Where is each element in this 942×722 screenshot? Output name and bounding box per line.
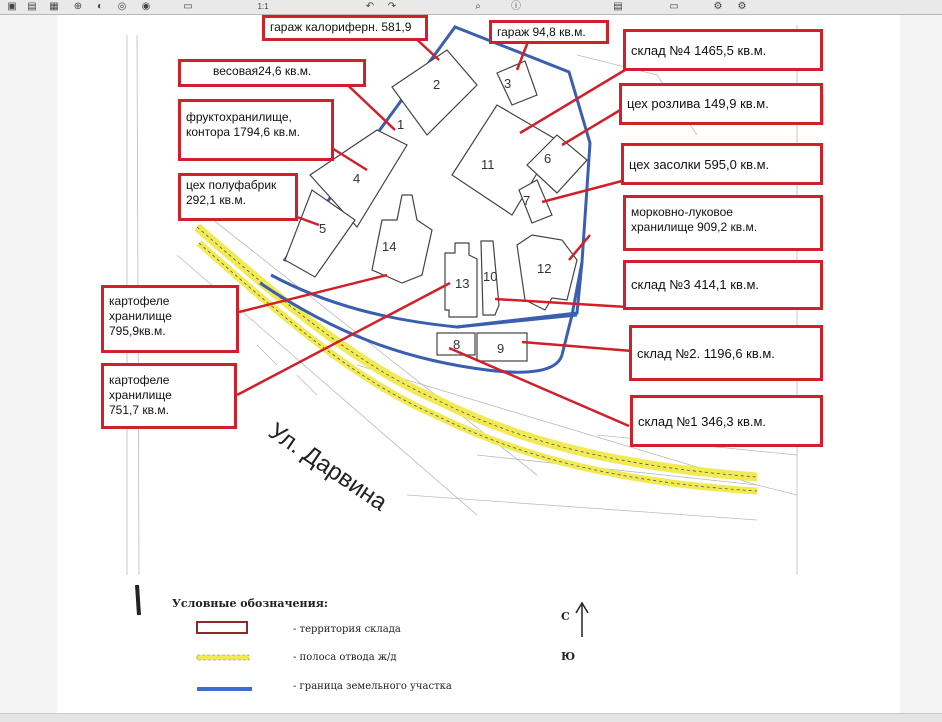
label-bottling-shop: цех розлива 149,9 кв.м.: [619, 83, 823, 125]
settings-icon[interactable]: ⚙: [713, 1, 723, 12]
label-garage: гараж 94,8 кв.м.: [489, 20, 609, 44]
find-icon[interactable]: ⌕: [475, 1, 481, 12]
legend-swatch-territory: [197, 622, 247, 633]
legend-item-boundary: - граница земельного участка: [293, 681, 452, 692]
building-number-6: 6: [544, 151, 552, 166]
buildings: [285, 50, 587, 361]
label-salting-shop: цех засолки 595,0 кв.м.: [621, 143, 823, 185]
legend-item-territory: - территория склада: [293, 624, 401, 635]
legend-swatch-railway: [197, 655, 249, 660]
label-warehouse-4: склад №4 1465,5 кв.м.: [623, 29, 823, 71]
building-number-1: 1: [397, 117, 405, 132]
building-number-5: 5: [319, 221, 327, 236]
building-2: [392, 50, 477, 135]
label-semi-products: цех полуфабрик 292,1 кв.м.: [178, 173, 298, 221]
rotate-icon[interactable]: ▭: [183, 1, 193, 12]
info-icon[interactable]: ⓘ: [511, 1, 521, 12]
fit-page-icon[interactable]: ◎: [117, 1, 127, 12]
label-warehouse-3: склад №3 414,1 кв.м.: [623, 260, 823, 310]
right-scrollbar-area[interactable]: [900, 15, 942, 715]
save-icon[interactable]: ▣: [7, 1, 17, 12]
building-number-8: 8: [453, 337, 461, 352]
actual-size-icon[interactable]: ◉: [141, 1, 151, 12]
label-potato-storage-1: картофеле хранилище 795,9кв.м.: [101, 285, 239, 353]
legend-swatches: [197, 622, 252, 689]
building-number-7: 7: [523, 193, 531, 208]
building-number-13: 13: [455, 276, 470, 291]
undo-icon[interactable]: ↶: [365, 1, 375, 12]
label-scale-house: весовая24,6 кв.м.: [178, 59, 366, 87]
south-label: Ю: [561, 650, 576, 663]
label-garage-heater: гараж калориферн. 581,9: [262, 15, 428, 41]
legend-title: Условные обозначения:: [172, 597, 328, 610]
building-14: [372, 195, 432, 283]
north-label: С: [561, 610, 570, 623]
left-margin: [0, 15, 57, 715]
building-number-12: 12: [537, 261, 552, 276]
building-number-4: 4: [353, 171, 361, 186]
label-carrot-onion-storage: морковно-луковое хранилище 909,2 кв.м.: [623, 195, 823, 251]
building-number-2: 2: [433, 77, 441, 92]
building-number-10: 10: [483, 269, 498, 284]
label-potato-storage-2: картофеле хранилище 751,7 кв.м.: [101, 363, 237, 429]
building-number-14: 14: [382, 239, 397, 254]
label-fruit-storage: фруктохранилище, контора 1794,6 кв.м.: [178, 99, 334, 161]
street-name: Ул. Дарвина: [263, 417, 393, 517]
toolbar: [0, 0, 942, 15]
redo-icon[interactable]: ↷: [387, 1, 397, 12]
building-number-3: 3: [504, 76, 512, 91]
window-icon[interactable]: ▭: [669, 1, 679, 12]
label-warehouse-2: склад №2. 1196,6 кв.м.: [629, 325, 823, 381]
scanned-map-page: [57, 15, 900, 713]
scan-artifact-mark: [137, 585, 139, 615]
building-number-11: 11: [481, 157, 495, 172]
legend-item-railway: - полоса отвода ж/д: [293, 652, 397, 663]
zoom-in-icon[interactable]: ⊕: [73, 1, 83, 12]
north-arrow: [576, 603, 588, 637]
scale-label[interactable]: 1:1: [257, 2, 269, 11]
label-warehouse-1: склад №1 346,3 кв.м.: [630, 395, 823, 447]
export-icon[interactable]: ▦: [49, 1, 59, 12]
zoom-out-icon[interactable]: ◐: [96, 1, 104, 12]
print-alt-icon[interactable]: ▤: [613, 1, 623, 12]
options-icon[interactable]: ⚙: [737, 1, 747, 12]
print-icon[interactable]: ▤: [27, 1, 37, 12]
building-number-9: 9: [497, 341, 505, 356]
